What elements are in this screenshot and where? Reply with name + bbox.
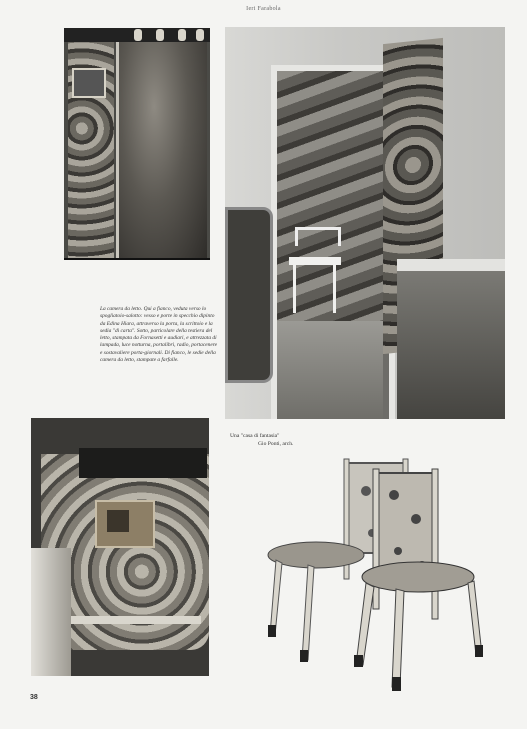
page-number: 38 (30, 694, 38, 701)
knob-ornament (178, 29, 186, 41)
knob-ornament (156, 29, 164, 41)
architect-credit (230, 433, 360, 449)
chairs-illustration (248, 455, 498, 695)
chair-leg (293, 265, 296, 313)
room-floor (277, 321, 383, 419)
radio-speaker (107, 510, 129, 532)
knob-ornament (134, 29, 142, 41)
cabinet-top (64, 28, 210, 42)
paper-chair (289, 227, 341, 313)
mirror-cabinet (225, 207, 273, 383)
chair-leg (333, 265, 336, 313)
credit-architect: Gio Ponti, arch. (258, 440, 294, 447)
photo-wardrobe-panel (64, 28, 210, 260)
chair-seat (289, 257, 341, 265)
decorative-plaque (72, 68, 106, 98)
bed-cover (31, 548, 71, 676)
photo-edge (64, 258, 210, 260)
photo-butterfly-chairs (248, 455, 498, 695)
built-in-radio (95, 500, 155, 548)
photo-headboard (31, 418, 209, 676)
photo-room-interior (225, 27, 505, 419)
knob-ornament (196, 29, 204, 41)
running-header: Ieri Farabola (246, 6, 281, 12)
credit-title: Una "casa di fantasia" (230, 433, 280, 439)
chair-front (354, 469, 483, 691)
bedroom-caption: La camera da letto. Qui a fianco, veduta verso lo spogliatoio-salotto: vesso e porte in specchio dipinto da Edina Hiara, attraverso la porta, la scrittoio e la sedia "di carta". Sotto, particolare della testiera del letto, stampata da Fornasetti e audiari, e attrezzata di lampada, luce notturna, portalibri, radio, portacenere e sostavaliere porta-giornali. Di fianco, le sedie della camera da letto, stampate a farfalle. (100, 306, 218, 364)
headboard-lamp (79, 448, 207, 478)
chair-back (295, 227, 341, 246)
painted-mirror-door (116, 42, 207, 258)
dresser-cabinet (397, 259, 505, 419)
